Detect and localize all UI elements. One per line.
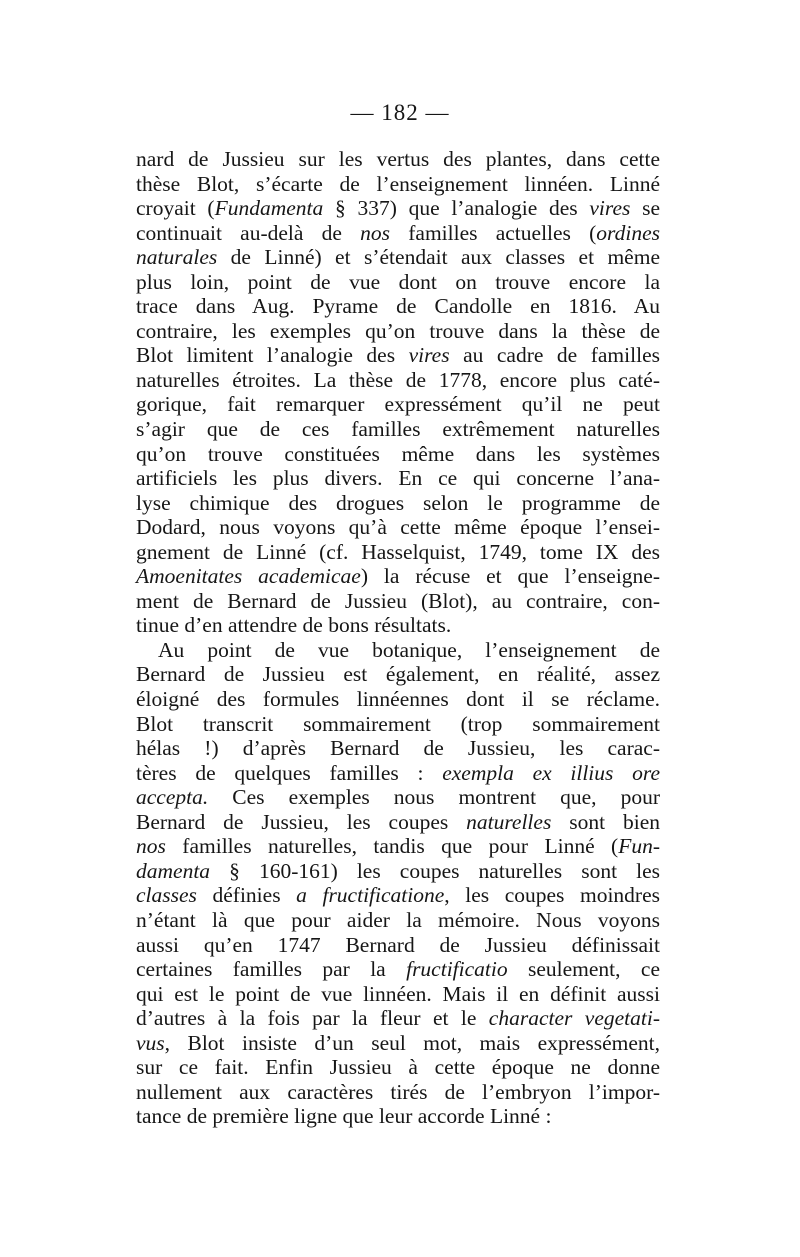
text-line [136, 589, 660, 614]
text-segment: tères de quelques familles : [136, 760, 443, 785]
italic-segment: nos [360, 220, 391, 245]
text-line [136, 908, 660, 933]
italic-segment: vires [589, 196, 631, 221]
text-line [136, 613, 660, 638]
italic-segment: nos [136, 834, 166, 859]
text-line [136, 834, 660, 859]
text-line [136, 957, 660, 982]
text-line [136, 540, 660, 565]
text-segment: Bernard de Jussieu, les coupes [136, 809, 467, 834]
text-line [136, 1104, 660, 1129]
text-line [136, 883, 660, 908]
text-line [136, 1031, 660, 1056]
text-line [136, 515, 660, 540]
text-segment: contraire, les exemples qu’on trouve dans la thèse de [136, 318, 660, 343]
text-segment: s’agir que de ces familles extrêmement naturelles [136, 417, 660, 442]
text-segment: seulement, ce [507, 957, 660, 982]
text-segment: gorique, fait remarquer expressément qu’il ne peut [136, 392, 660, 417]
text-segment: ) la récuse et que l’enseigne- [360, 564, 661, 589]
text-segment: qu’on trouve constituées même dans les systèmes [136, 441, 660, 466]
text-line [136, 343, 660, 368]
text-line [136, 491, 660, 516]
text-line [136, 270, 660, 295]
text-segment: lyse chimique des drogues selon le programme de [136, 490, 660, 515]
text-line [136, 147, 660, 172]
text-segment: tance de première ligne que leur accorde Linné : [136, 1104, 552, 1129]
italic-segment: accepta. [136, 785, 209, 810]
text-segment: Dodard, nous voyons qu’à cette même époque l’ensei- [136, 515, 660, 540]
text-line [136, 466, 660, 491]
text-line [136, 933, 660, 958]
text-line [136, 221, 660, 246]
text-segment: n’étant là que pour aider la mémoire. Nous voyons [136, 907, 660, 932]
italic-segment: Fundamenta [214, 196, 324, 221]
text-segment: Blot transcrit sommairement (trop sommairement [136, 711, 660, 736]
text-line [136, 662, 660, 687]
text-line [136, 564, 660, 589]
text-segment: naturelles étroites. La thèse de 1778, encore plus caté- [136, 367, 660, 392]
text-line [136, 785, 660, 810]
text-segment: sont bien [551, 809, 660, 834]
text-segment: définies [196, 883, 297, 908]
text-segment: gnement de Linné (cf. Hasselquist, 1749, tome IX des [136, 539, 660, 564]
italic-segment: fructificatio [406, 957, 508, 982]
text-segment: nard de Jussieu sur les vertus des plantes, dans cette [136, 147, 660, 171]
text-segment: ment de Bernard de Jussieu (Blot), au contraire, con- [136, 588, 660, 613]
text-segment: plus loin, point de vue dont on trouve encore la [136, 269, 660, 294]
italic-segment: naturelles [466, 809, 552, 834]
text-line [136, 982, 660, 1007]
text-segment: hélas !) d’après Bernard de Jussieu, les carac- [136, 736, 660, 761]
text-segment: familles naturelles, tandis que pour Linné ( [165, 834, 619, 859]
text-line [136, 368, 660, 393]
body-text [136, 147, 660, 1129]
text-line [136, 810, 660, 835]
text-segment: se [630, 196, 660, 221]
text-line [136, 712, 660, 737]
italic-segment: Fun- [618, 834, 660, 859]
italic-segment: a fructificatione [296, 883, 445, 908]
text-segment: au cadre de familles [449, 343, 660, 368]
text-line [136, 687, 660, 712]
italic-segment: classes [136, 883, 197, 908]
text-line [136, 319, 660, 344]
italic-segment: character vegetati- [488, 1006, 660, 1031]
text-line [136, 736, 660, 761]
italic-segment: vus [136, 1030, 165, 1055]
text-line [136, 172, 660, 197]
text-segment: Ces exemples nous montrent que, pour [208, 785, 660, 810]
italic-segment: vires [408, 343, 450, 368]
text-line [136, 1006, 660, 1031]
page-number: — 182 — [350, 100, 450, 125]
text-segment: artificiels les plus divers. En ce qui concerne l’ana- [136, 466, 660, 491]
text-line [136, 1080, 660, 1105]
text-segment: nullement aux caractères tirés de l’embryon l’impor- [136, 1079, 660, 1104]
text-segment: aussi qu’en 1747 Bernard de Jussieu définissait [136, 932, 660, 957]
text-segment: familles actuelles ( [390, 220, 597, 245]
italic-segment: exempla ex illius ore [442, 760, 660, 785]
text-line [136, 442, 660, 467]
text-line [136, 761, 660, 786]
text-segment: certaines familles par la [136, 957, 407, 982]
text-segment: qui est le point de vue linnéen. Mais il en définit aussi [136, 981, 660, 1006]
italic-segment: Amoenitates academicae [136, 564, 361, 589]
italic-segment: ordines [596, 220, 660, 245]
text-segment: § 160-161) les coupes naturelles sont les [210, 858, 660, 883]
text-segment: croyait ( [136, 196, 215, 221]
text-segment: éloigné des formules linnéennes dont il se réclame. [136, 687, 660, 712]
text-segment: Bernard de Jussieu est également, en réalité, assez [136, 662, 660, 687]
text-line [136, 245, 660, 270]
text-segment: , les coupes moindres [444, 883, 660, 908]
text-line [136, 859, 660, 884]
text-segment: continuait au-delà de [136, 220, 361, 245]
text-segment: thèse Blot, s’écarte de l’enseignement linnéen. Linné [136, 171, 660, 196]
text-segment: tinue d’en attendre de bons résultats. [136, 613, 452, 638]
text-segment: Au point de vue botanique, l’enseignement de [158, 637, 660, 662]
text-line [136, 196, 660, 221]
text-line [136, 638, 660, 663]
text-segment: de Linné) et s’étendait aux classes et même [217, 245, 660, 270]
italic-segment: naturales [136, 245, 218, 270]
text-line [136, 294, 660, 319]
text-line [136, 417, 660, 442]
italic-segment: damenta [136, 858, 211, 883]
text-segment: § 337) que l’analogie des [323, 196, 590, 221]
text-segment: trace dans Aug. Pyrame de Candolle en 1816. Au [136, 294, 660, 319]
text-segment: d’autres à la fois par la fleur et le [136, 1006, 489, 1031]
text-segment: Blot limitent l’analogie des [136, 343, 409, 368]
text-line [136, 1055, 660, 1080]
text-segment: sur ce fait. Enfin Jussieu à cette époque ne donne [136, 1055, 660, 1080]
text-line [136, 392, 660, 417]
text-segment: , Blot insiste d’un seul mot, mais expressément, [164, 1030, 660, 1055]
